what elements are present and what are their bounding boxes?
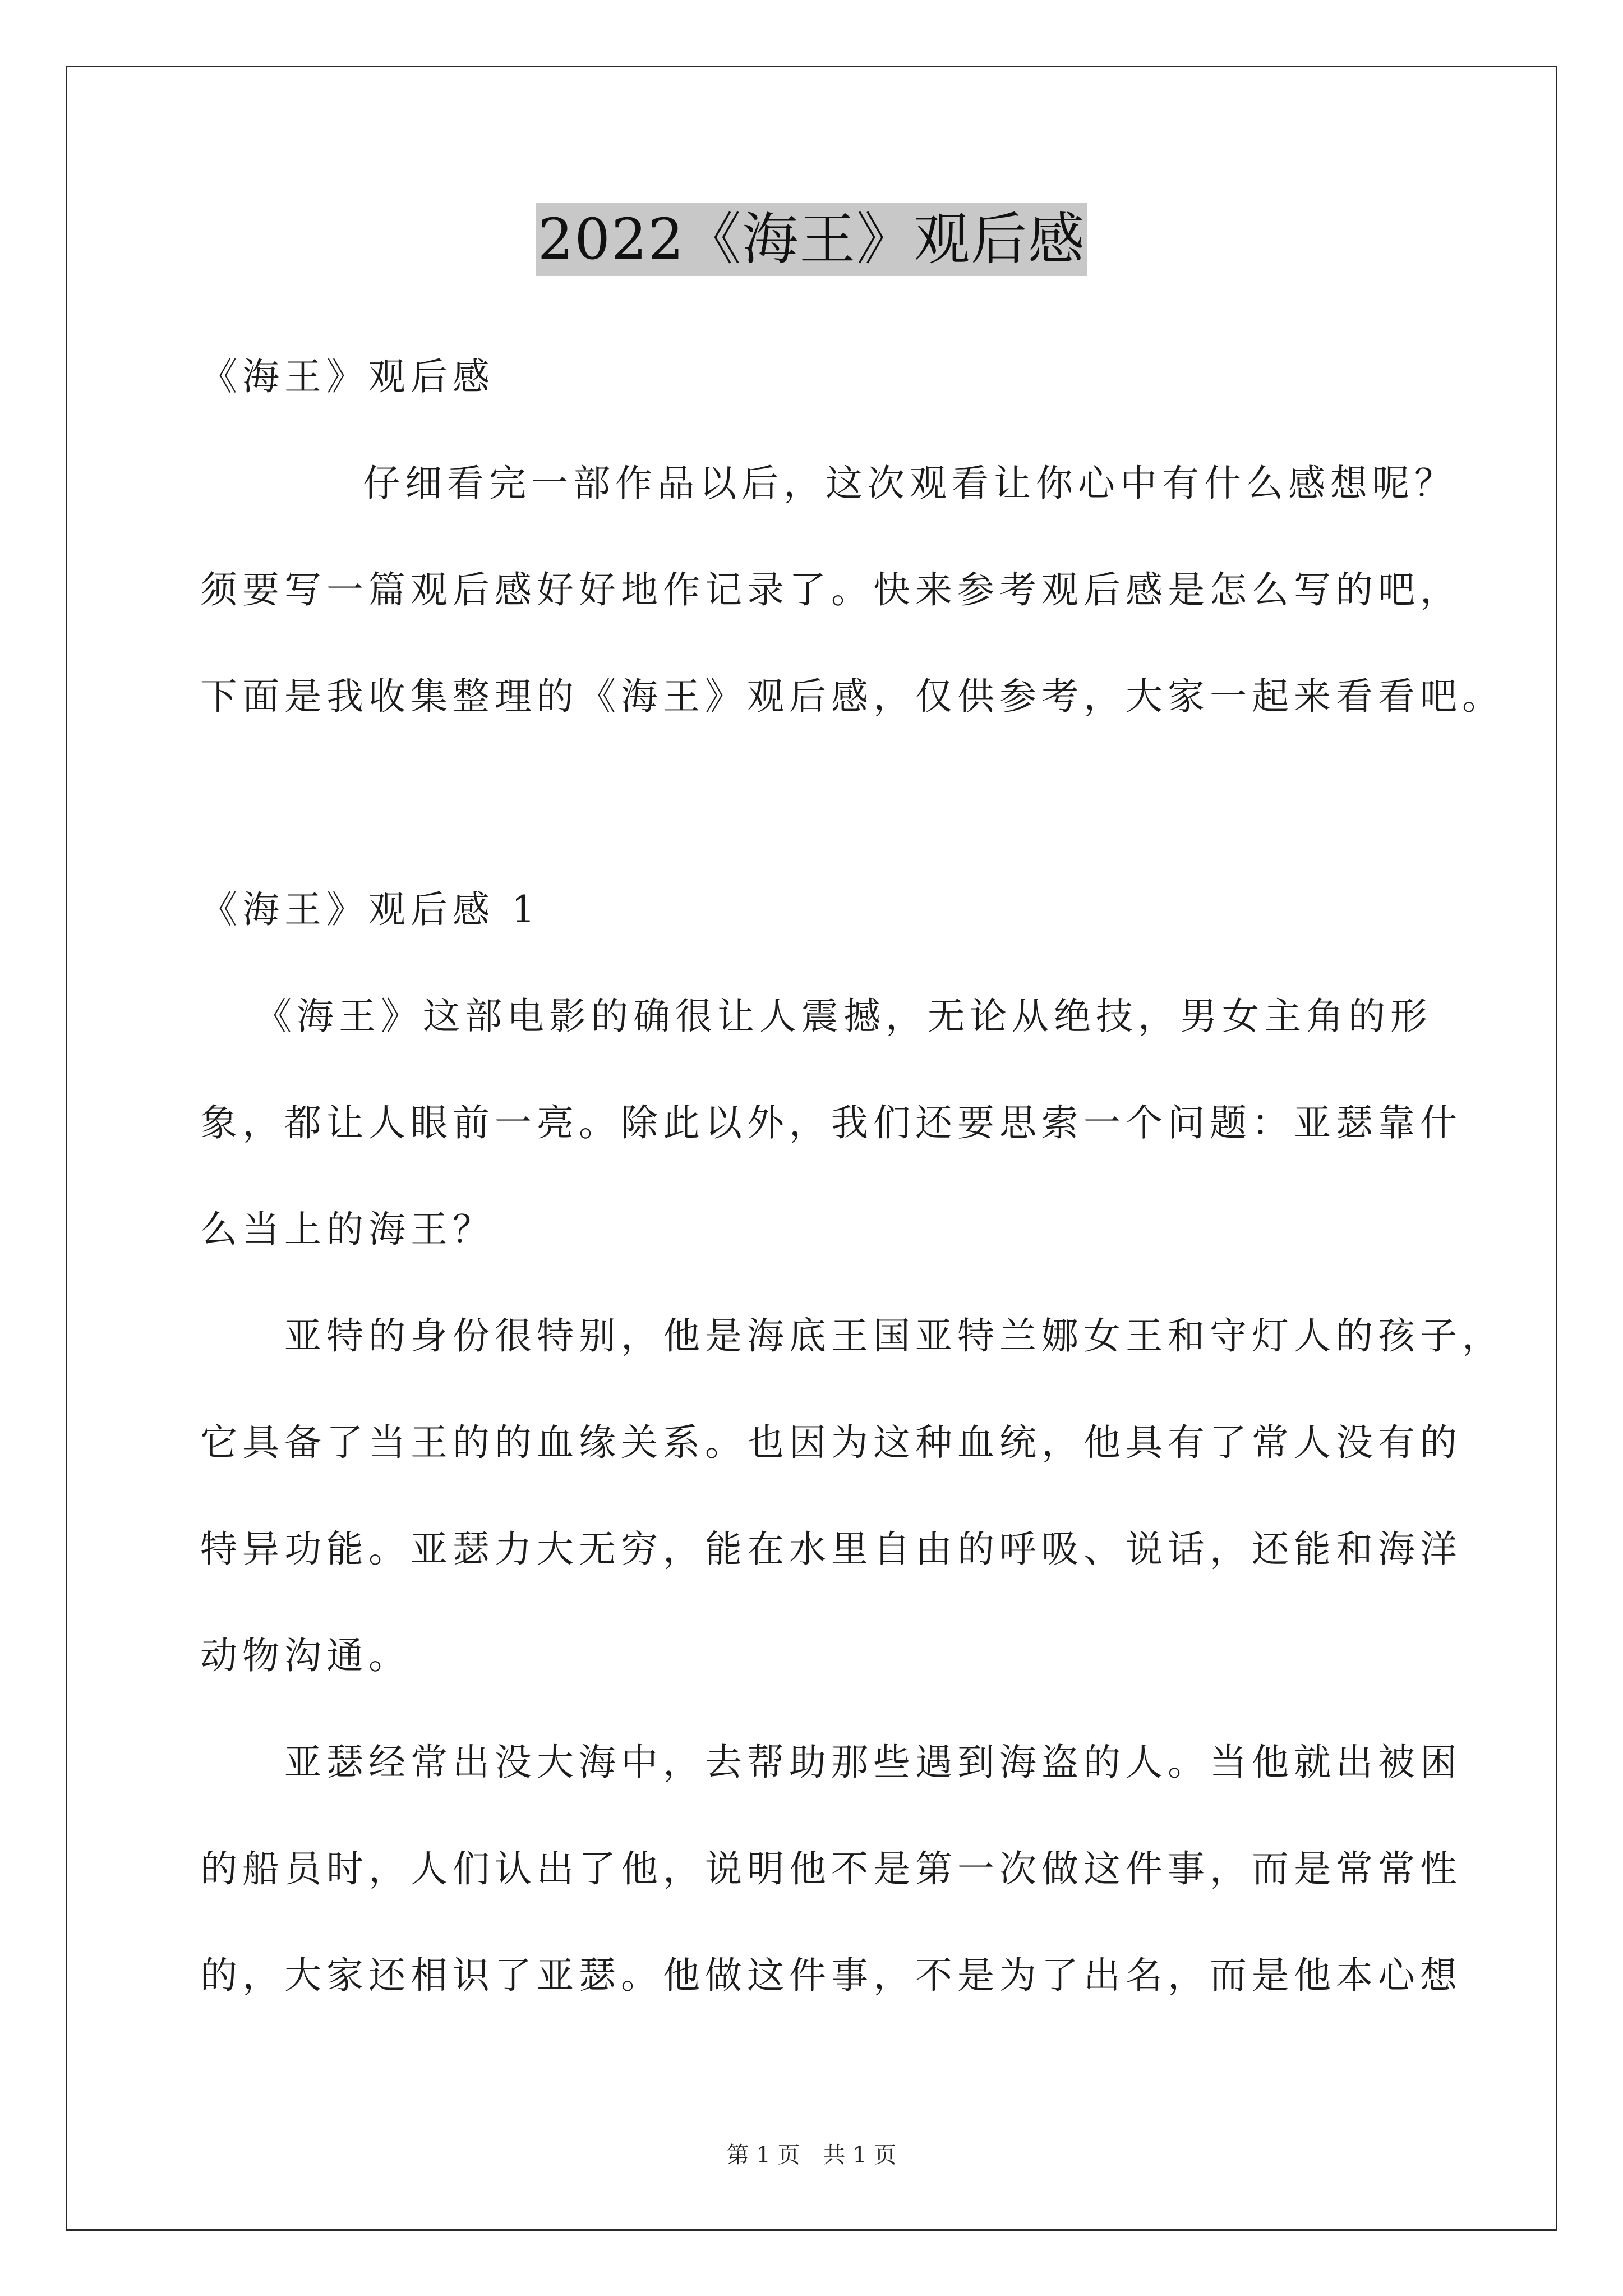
intro-line-3: 下面是我收集整理的《海王》观后感，仅供参考，大家一起来看看吧。 bbox=[200, 675, 1504, 718]
document-title: 2022《海王》观后感 bbox=[536, 203, 1088, 276]
section-heading-intro: 《海王》观后感 bbox=[200, 355, 495, 398]
body-line-5: 它具备了当王的的血缘关系。也因为这种血统，他具有了常人没有的 bbox=[200, 1421, 1462, 1464]
body-line-1: 《海王》这部电影的确很让人震撼，无论从绝技，男女主角的形 bbox=[255, 995, 1432, 1038]
page-footer bbox=[0, 2137, 1623, 2169]
intro-line-1: 仔细看完一部作品以后，这次观看让你心中有什么感想呢？ bbox=[363, 462, 1456, 505]
page-total: 共 1 页 bbox=[823, 2142, 897, 2168]
body-line-3: 么当上的海王？ bbox=[200, 1208, 495, 1251]
section-heading-1: 《海王》观后感 1 bbox=[200, 888, 540, 931]
page-number: 第 1 页 bbox=[726, 2142, 800, 2168]
body-line-4: 亚特的身份很特别，他是海底王国亚特兰娜女王和守灯人的孩子， bbox=[284, 1314, 1504, 1358]
body-line-8: 亚瑟经常出没大海中，去帮助那些遇到海盗的人。当他就出被困 bbox=[284, 1741, 1462, 1784]
intro-line-2: 须要写一篇观后感好好地作记录了。快来参考观后感是怎么写的吧， bbox=[200, 568, 1462, 611]
body-line-6: 特异功能。亚瑟力大无穷，能在水里自由的呼吸、说话，还能和海洋 bbox=[200, 1527, 1462, 1571]
body-line-9: 的船员时，人们认出了他，说明他不是第一次做这件事，而是常常性 bbox=[200, 1847, 1462, 1890]
body-line-10: 的，大家还相识了亚瑟。他做这件事，不是为了出名，而是他本心想 bbox=[200, 1954, 1462, 1997]
title-container bbox=[0, 203, 1623, 276]
body-line-2: 象，都让人眼前一亮。除此以外，我们还要思索一个问题：亚瑟靠什 bbox=[200, 1101, 1462, 1144]
body-line-7: 动物沟通。 bbox=[200, 1634, 411, 1677]
